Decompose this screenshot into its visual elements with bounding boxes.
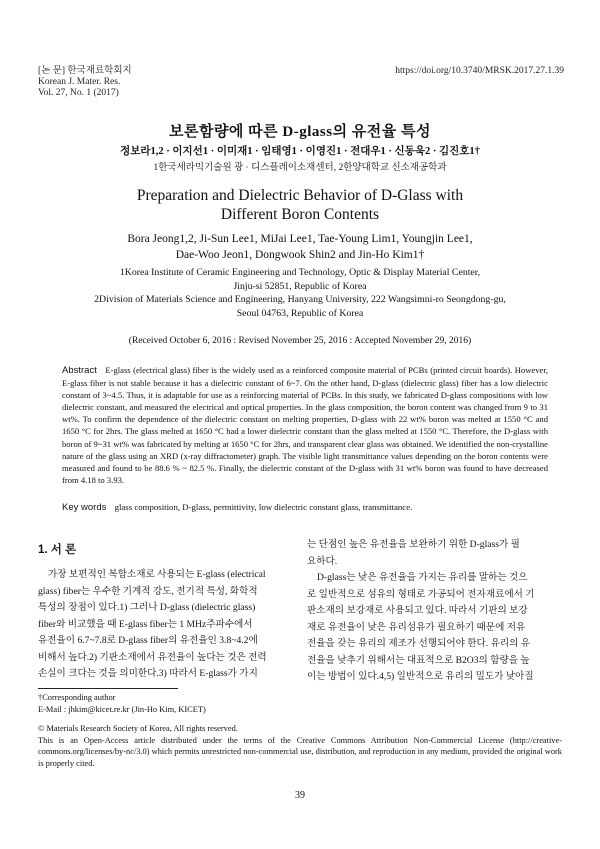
left-line-3: 특성의 장점이 있다.1) 그러나 D-glass (dielectric glass) — [38, 602, 256, 613]
journal-name-en: Korean J. Mater. Res. — [38, 77, 121, 87]
page-number: 39 — [295, 790, 305, 801]
abstract-label: Abstract — [62, 365, 97, 376]
title-english-line2: Different Boron Contents — [220, 206, 380, 223]
right-line-7: 전율을 갖는 유리의 제조가 선행되어야 한다. 유리의 유 — [307, 638, 531, 649]
left-line-1: 가장 보편적인 복합소재로 사용되는 E-glass (electrical — [48, 569, 266, 580]
title-english-line1: Preparation and Dielectric Behavior of D-Glass with — [136, 187, 464, 204]
journal-volume: Vol. 27, No. 1 (2017) — [38, 88, 119, 98]
doi-link[interactable]: https://doi.org/10.3740/MRSK.2017.27.1.39 — [395, 66, 564, 76]
right-line-6: 재로 유전율이 낮은 유리섬유가 필요하기 때문에 저유 — [307, 621, 526, 633]
received-dates: (Received October 6, 2016 : Revised November 25, 2016 : Accepted November 29, 2016) — [128, 336, 472, 346]
body-right-column — [307, 537, 561, 686]
abstract-text: E-glass (electrical glass) fiber is the widely used as a reinforced composite material of PCBs (printed circuit boards). However, E-glass fiber is not stable because it has a dielectric constant of 6~7. On the other hand, D-glass (dielectric glass) fiber has a low dielectric constant of 3~4.5. Thus, it is adaptable for use as a reinforcing material of PCBs. In this study, we fabricated D-glass compositions with low dielectric constant, and measured the electrical and optical properties. In the glass composition, the boron content was changed from 9 to 31 wt%. To confirm the dependence of the dielectric constant on melting properties, D-glass with 22 wt% boron was melted at 1550 °C and 1650 °C for 2hrs. The glass melted at 1650 °C had a lower dielectric constant than the glass melted at 1550 °C. Therefore, the D-glass with boron of 9~31 wt% was fabricated by melting at 1650 °C for 2hrs, and transparent clear glass was obtained. We identified the non-crystalline nature of the glass using an XRD (x-ray diffractometer) graph. The visible light transmittance values depending on the boron contents were measured and found to be 88.6 % ~ 82.5 %. Finally, the dielectric constant of the D-glass with 31 wt% boron was found to have decreased from 4.18 to 3.93. — [62, 365, 548, 485]
affiliation-korean: 1한국세라믹기술원 광 · 디스플레이소재센터, 2한양대학교 신소재공학과 — [153, 163, 447, 173]
right-line-2: 요하다. — [307, 555, 338, 567]
left-line-6: 비해서 높다.2) 기판소재에서 유전율이 높다는 것은 전력 — [38, 651, 267, 663]
authors-english — [0, 231, 600, 263]
license-notice: This is an Open-Access article distributed under the terms of the Creative Commons Attribution Non-Commercial License (http://creative-commons.org/licenses/by-nc/3.0) which permits unrestricted non-commercial use, distribution, and reproduction in any medium, provided the original work is properly cited. — [38, 735, 562, 768]
abstract — [62, 364, 548, 486]
affiliation-1a: 1Korea Institute of Ceramic Engineering and Technology, Optic & Display Material Center, — [119, 267, 481, 278]
left-line-4: fiber와 비교했을 때 E-glass fiber는 1 MHz주파수에서 — [38, 618, 253, 630]
affiliation-1b: Jinju-si 52851, Republic of Korea — [233, 280, 367, 292]
left-line-7: 손실이 크다는 것을 의미한다.3) 따라서 E-glass가 가지 — [38, 668, 258, 679]
footnote-email: E-Mail : jhkim@kicet.re.kr (Jin-Ho Kim, KICET) — [38, 704, 206, 714]
affiliation-2a: 2Division of Materials Science and Engineering, Hanyang University, 222 Wangsimni-ro Seongdong-gu, — [94, 294, 506, 305]
body-left-column — [38, 567, 292, 683]
right-line-9: 이는 방법이 있다.4,5) 일반적으로 유리의 밀도가 낮아질 — [307, 671, 534, 682]
affiliation-english — [60, 266, 540, 320]
section-heading-intro: 1. 서 론 — [38, 544, 77, 556]
right-line-3: D-glass는 낮은 유전율을 가지는 유리를 말하는 것으 — [317, 572, 528, 583]
right-line-4: 로 일반적으로 섬유의 형태로 가공되어 전자재료에서 기 — [307, 588, 535, 600]
authors-english-line1: Bora Jeong1,2, Ji-Sun Lee1, MiJai Lee1, Tae-Young Lim1, Youngjin Lee1, — [127, 233, 473, 245]
authors-korean: 정보라1,2 · 이지선1 · 이미재1 · 임태영1 · 이영진1 · 전대우1 · 신동욱2 · 김진호1† — [120, 146, 480, 157]
right-line-8: 전율을 낮추기 위해서는 대표적으로 B2O3의 함량을 높 — [307, 654, 530, 666]
footnote-corresponding: †Corresponding author — [38, 693, 116, 702]
left-line-5: 유전율이 6.7~7.8로 D-glass fiber의 유전율인 3.8~4.2에 — [38, 635, 258, 646]
authors-english-line2: Dae-Woo Jeon1, Dongwook Shin2 and Jin-Ho Kim1† — [175, 249, 425, 261]
copyright-notice: © Materials Research Society of Korea, All rights reserved. — [38, 724, 238, 734]
footnotes — [38, 692, 562, 770]
right-line-1: 는 단점인 높은 유전율을 보완하기 위한 D-glass가 필 — [307, 539, 520, 550]
title-english — [0, 186, 600, 224]
keywords-text: glass composition, D-glass, permittivity, low dielectric constant glass, transmittance. — [114, 502, 413, 512]
keywords-label: Key words — [62, 502, 107, 513]
left-line-2: glass) fiber는 우수한 기계적 강도, 전기적 특성, 화학적 — [38, 585, 258, 597]
title-korean: 보론함량에 따른 D-glass의 유전율 특성 — [168, 124, 432, 140]
journal-name-ko: [논 문] 한국재료학회지 — [38, 66, 132, 76]
right-line-5: 판소재의 보강재로 사용되고 있다. 따라서 기판의 보강 — [307, 605, 528, 616]
affiliation-2b: Seoul 04763, Republic of Korea — [236, 307, 364, 319]
footnote-rule — [38, 688, 178, 689]
journal-header — [38, 66, 132, 99]
keywords — [62, 502, 548, 513]
